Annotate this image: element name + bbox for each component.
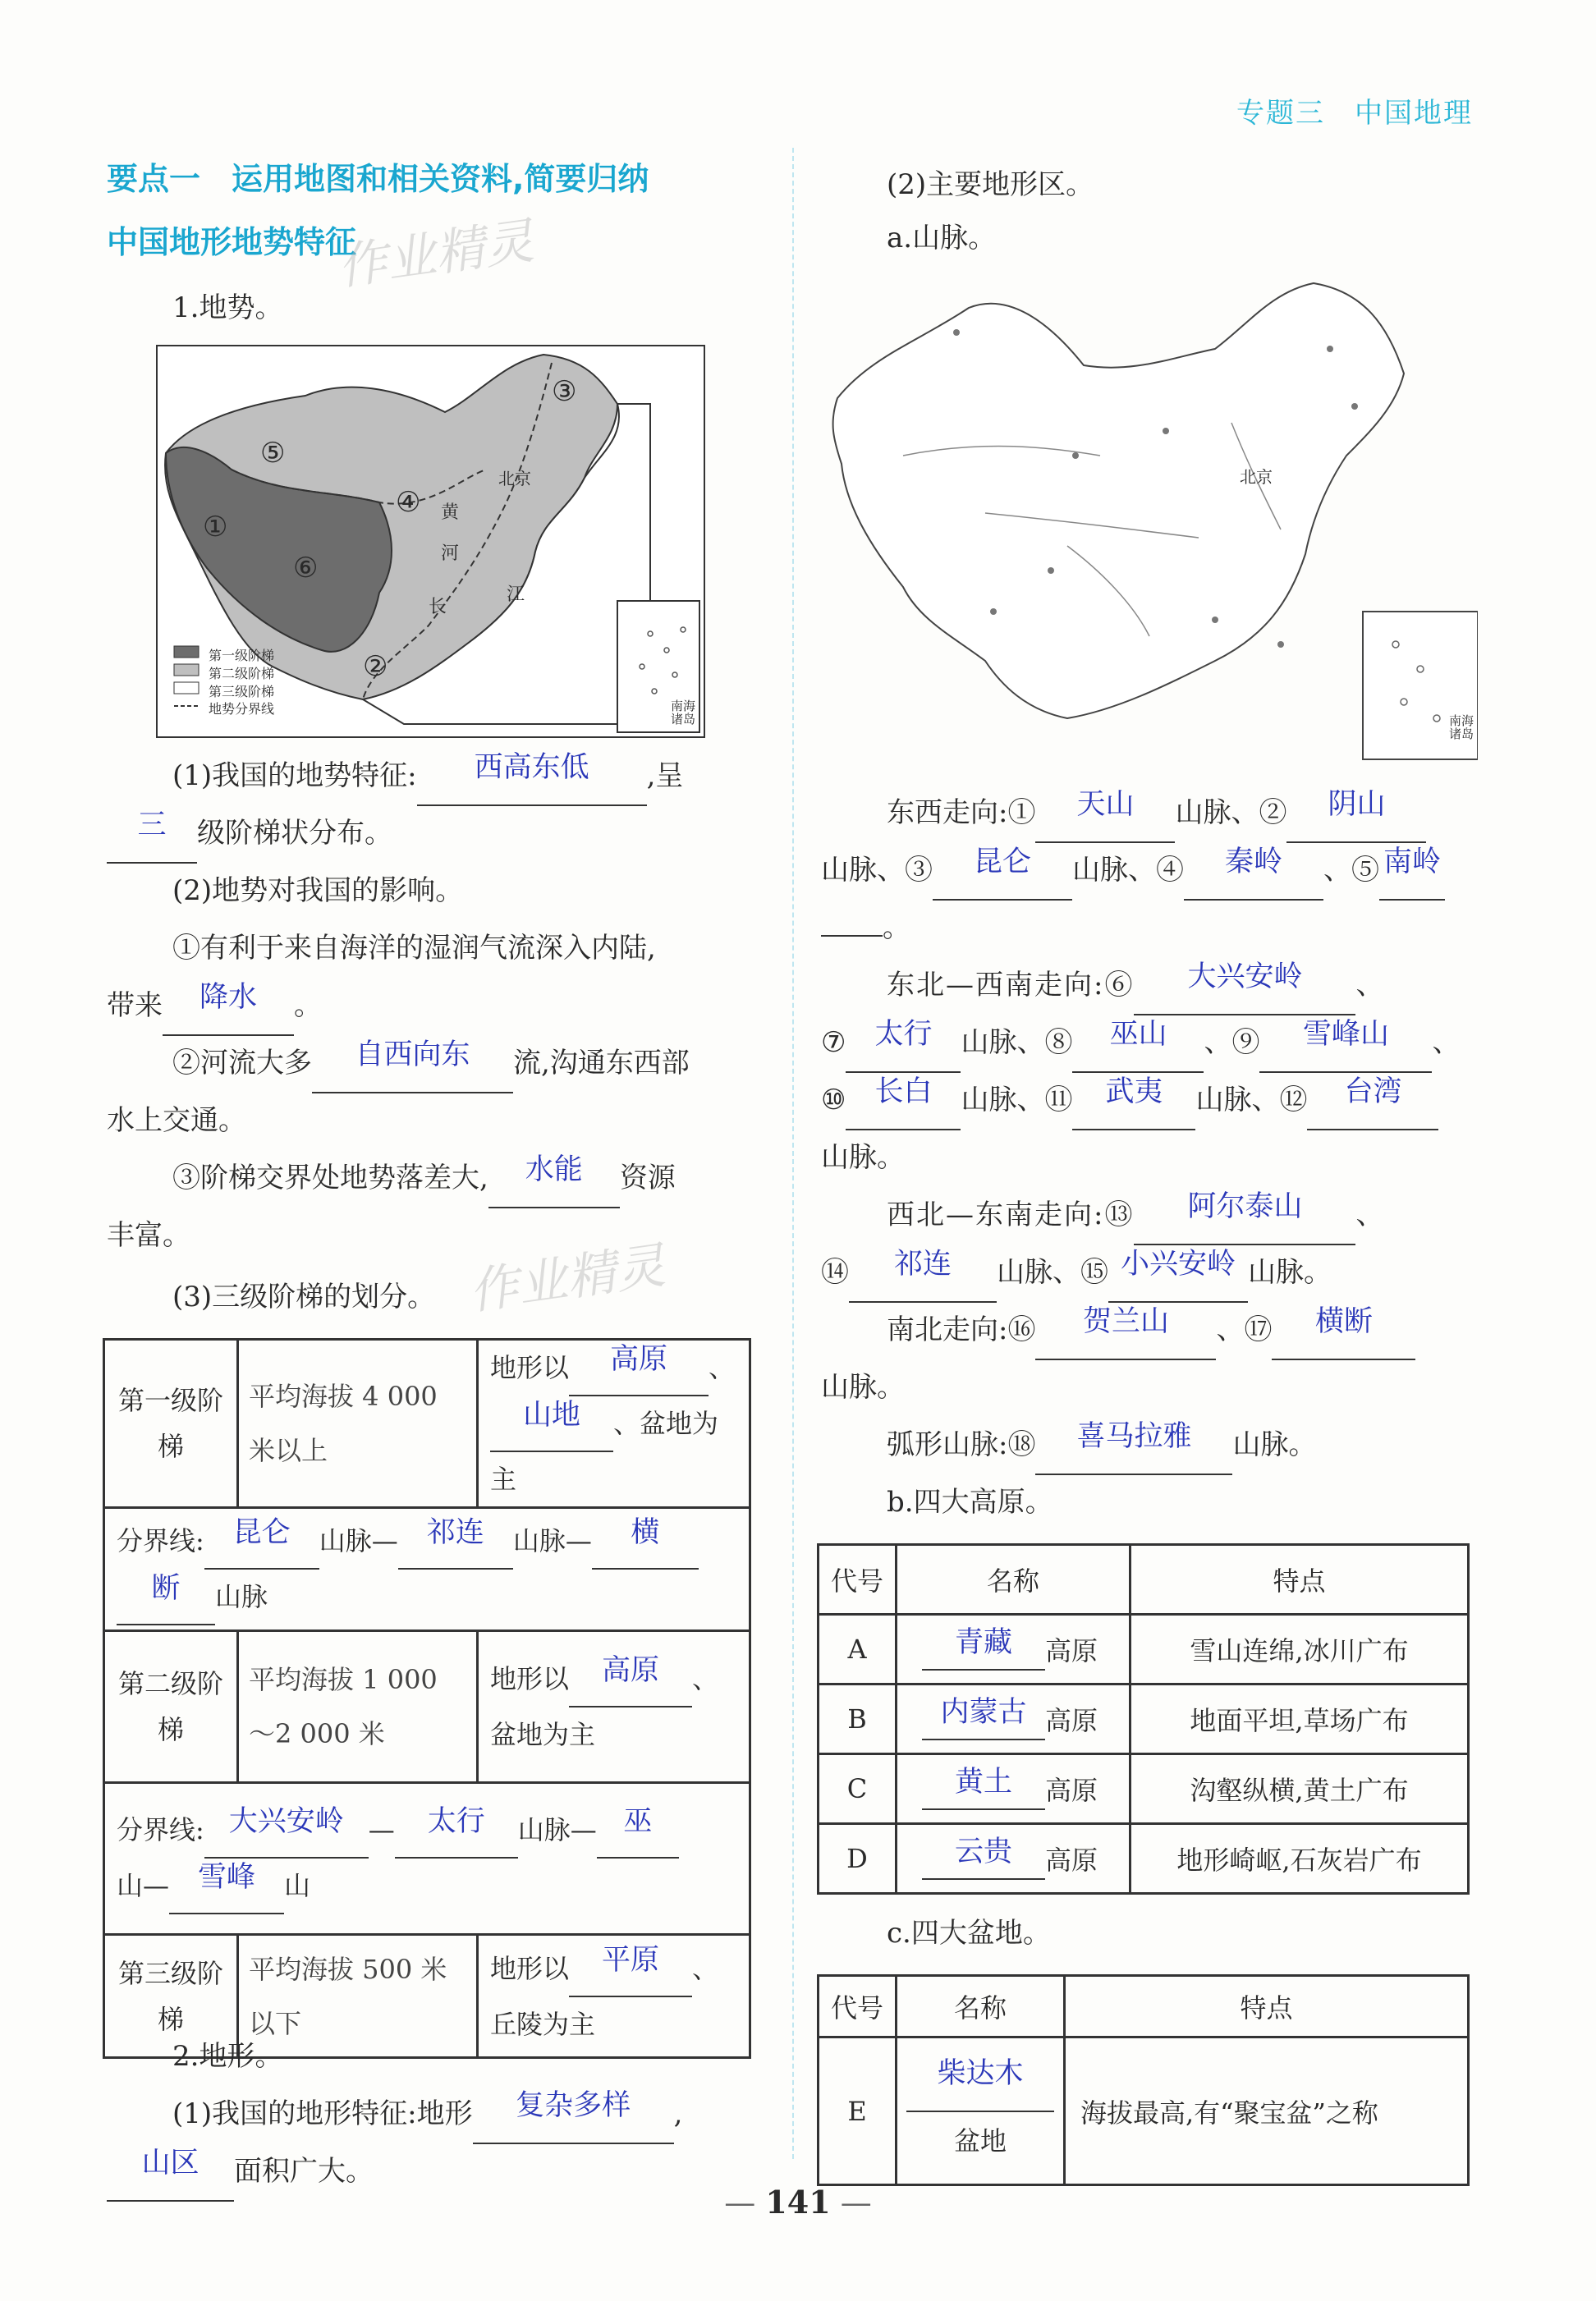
map1-label-2: ② [363,650,388,683]
ne-line4: 山脉。 [821,1141,905,1174]
plateau-name-cell [897,1615,1130,1684]
map1-label-1: ① [203,511,228,543]
ew5-blank[interactable] [1379,841,1445,901]
q2-1-prefix: 带来 [107,989,163,1022]
page-number-value: 141 [765,2184,831,2221]
step3-terrain [478,1935,750,2058]
ew-sep2: 山脉、③ [821,854,933,887]
q2-2-prefix: ②河流大多 [172,1047,312,1079]
q2-2-line1 [172,1034,690,1093]
q2-3-answer: 水能 [525,1153,583,1186]
plateau-suffix: 高原 [1045,1705,1098,1736]
section-basins: c.四大盆地。 [887,1917,1051,1950]
section-landform-regions: (2)主要地形区。 [887,168,1094,201]
ne-sep6: 山脉、⑪ [961,1084,1073,1116]
q3-title: (3)三级阶梯的划分。 [172,1281,436,1313]
landform-answer1: 复杂多样 [516,2089,631,2122]
plateau-code: A [819,1615,897,1684]
plateau-code: D [819,1824,897,1894]
nw-line1 [887,1186,1385,1245]
page-header: 专题三 中国地理 [1236,97,1473,130]
ne9-blank[interactable] [1259,1014,1432,1073]
plateau-code: B [819,1684,897,1754]
landform-q1-prefix: (1)我国的地形特征:地形 [172,2097,473,2130]
q2-3-answer-blank[interactable] [488,1149,620,1208]
section-terrain: 1.地势。 [172,291,283,324]
ns-line1 [887,1301,1415,1360]
plateau-name-blank[interactable] [922,1767,1045,1810]
q1-suffix: 级阶梯状分布。 [197,817,392,850]
boundary2-answer2-blank[interactable] [395,1803,518,1859]
ne-sep4: 、 [1432,1026,1461,1059]
nw-line2 [821,1244,1332,1303]
boundary1-sep1: 山脉— [319,1524,398,1556]
ew2-blank[interactable] [1286,784,1426,843]
q1-answer1: 西高东低 [474,751,589,784]
map1-inset-label: 南海诸岛 [671,699,696,727]
ne-sep2: 山脉、⑧ [961,1026,1073,1059]
basin-header-code: 代号 [819,1976,897,2037]
step2-name: 第二级阶梯 [104,1631,238,1783]
ns17-blank[interactable] [1272,1301,1415,1360]
q2-3-line1 [172,1149,676,1208]
step1-terrain-prefix: 地形以 [490,1352,570,1383]
ne-sep0: 、 [1355,969,1386,1002]
ne12-blank[interactable] [1307,1071,1438,1130]
table-row [819,1615,1469,1684]
step3-altitude: 平均海拔 500 米以下 [238,1935,478,2058]
ne11-blank[interactable] [1072,1071,1195,1130]
plateau-name-cell [897,1824,1130,1894]
nw-sep1: ⑭ [821,1256,849,1289]
legend-boundary: 地势分界线 [209,701,275,717]
plateau-feature: 沟壑纵横,黄土广布 [1130,1754,1469,1824]
table-row [819,2037,1469,2185]
q2-1-line2 [107,977,322,1036]
plateau-suffix: 高原 [1045,1775,1098,1806]
boundary1-answer1-blank[interactable] [204,1514,319,1570]
boundary2-sep3: 山— [117,1870,170,1901]
boundary2-sep1: — [368,1814,395,1845]
q1-line1 [172,747,683,806]
landform-answer1-blank[interactable] [473,2085,674,2144]
step3-terrain-prefix: 地形以 [490,1952,570,1984]
map1-beijing: 北京 [498,469,531,488]
ne-sep5: ⑩ [821,1084,846,1116]
q1-answer2-blank[interactable] [107,804,197,864]
arc18-blank[interactable] [1035,1416,1232,1475]
ne-sep3: 、⑨ [1204,1026,1260,1059]
step1-answer1: 高原 [610,1343,668,1376]
ew2-answer: 阴山 [1328,788,1386,821]
key-point-title-line2: 中国地形地势特征 [107,224,357,260]
boundary1-answer2-blank[interactable] [398,1514,513,1570]
boundary1-answer1: 昆仑 [232,1515,291,1549]
terrain-step-map [156,345,705,738]
step1-sep: 、 [709,1352,736,1383]
ew-prefix: 东西走向:① [887,796,1036,829]
basin-suffix: 盆地 [953,2125,1007,2157]
step2-answer-blank[interactable] [569,1652,692,1707]
map1-label-5: ⑤ [260,437,286,470]
nw13-answer: 阿尔泰山 [1187,1190,1303,1223]
boundary2-answer1: 大兴安岭 [228,1805,344,1838]
step1-name: 第一级阶梯 [104,1340,238,1508]
ne9-answer: 雪峰山 [1302,1018,1389,1051]
ne6-blank[interactable] [1134,956,1355,1015]
plateau-name-cell [897,1684,1130,1754]
ew3-answer: 昆仑 [973,846,1031,878]
key-point-title-line1: 要点一 运用地图和相关资料,简要归纳 [107,161,649,197]
basin-header-feature: 特点 [1065,1976,1469,2037]
nw-prefix: 西北—东南走向:⑬ [887,1199,1135,1231]
q2-3-suffix: 资源 [619,1162,676,1194]
step3-answer-blank[interactable] [569,1941,692,1997]
landform-q1-suffix: 面积广大。 [234,2155,374,2188]
arc-line [887,1416,1316,1475]
boundary2-sep2: 山脉— [517,1814,597,1845]
plateau-name-blank[interactable] [922,1628,1045,1671]
plateau-name: 内蒙古 [940,1696,1027,1729]
step3-terrain-suffix: 、丘陵为主 [490,1952,719,2040]
step3-answer: 平原 [602,1943,660,1977]
nw-sep2: 山脉、⑮ [997,1256,1108,1289]
ne8-blank[interactable] [1072,1014,1204,1073]
plateau-header-name: 名称 [897,1545,1130,1615]
step2-answer: 高原 [602,1654,660,1687]
ne12-answer: 台湾 [1344,1075,1402,1108]
basin-code: E [819,2037,897,2185]
column-divider [792,148,794,2159]
step2-terrain [478,1631,750,1783]
boundary2-answer3: 巫 [623,1805,653,1838]
ne10-blank[interactable] [846,1071,961,1130]
q2-3-line2: 丰富。 [107,1219,190,1252]
plateau-name-blank[interactable] [922,1698,1045,1740]
map2-inset-label: 南海诸岛 [1449,713,1474,741]
legend-step2: 第二级阶梯 [209,666,275,681]
boundary1-answer4-blank[interactable] [117,1570,215,1625]
boundary1-answer4: 断 [151,1571,181,1605]
q2-2-answer: 自西向东 [355,1038,470,1071]
plateau-feature: 地面平坦,草场广布 [1130,1684,1469,1754]
q1-answer1-blank[interactable] [417,747,647,806]
nw13-blank[interactable] [1134,1186,1355,1245]
landform-q1-sep: , [673,2097,683,2130]
step3-name: 第三级阶梯 [104,1935,238,2058]
ew3-blank[interactable] [933,841,1072,901]
ew1-blank[interactable] [1035,784,1175,843]
map1-label-3: ③ [552,375,577,408]
map1-river-chang: 长 [429,597,447,617]
boundary2-answer2: 太行 [427,1805,485,1838]
ew-sep4: 、⑤ [1323,854,1379,887]
legend-step1: 第一级阶梯 [209,648,275,663]
map1-label-4: ④ [396,486,421,519]
step2-altitude: 平均海拔 1 000 ～2 000 米 [238,1631,478,1783]
nw-sep0: 、 [1355,1199,1386,1231]
mountain-map [821,275,1478,768]
plateau-feature: 雪山连绵,冰川广布 [1130,1615,1469,1684]
page-number: — 141 — [724,2184,872,2221]
boundary1-label: 分界线: [117,1524,204,1556]
step1-terrain-suffix: 、盆地为主 [490,1408,719,1495]
plateau-name: 青藏 [954,1626,1012,1659]
ne-sep1: ⑦ [821,1026,846,1059]
boundary1-sep2: 山脉— [512,1524,592,1556]
section-mountains: a.山脉。 [887,222,997,254]
basin-table [817,1974,1470,2186]
boundary2-answer4: 雪峰 [198,1861,256,1894]
plateau-suffix: 高原 [1045,1635,1098,1666]
q2-2-line2: 水上交通。 [107,1104,246,1137]
ne-line2 [821,1014,1460,1073]
boundary1-suffix: 山脉 [215,1580,268,1612]
step1-altitude: 平均海拔 4 000 米以上 [238,1340,478,1508]
watermark: 作业精灵 [333,212,538,297]
plateau-header-code: 代号 [819,1545,897,1615]
plateau-table [817,1543,1470,1895]
ew5-blank-cont [821,935,883,937]
ne-sep7: 山脉、⑫ [1195,1084,1308,1116]
ew1-answer: 天山 [1076,788,1135,821]
ew4-blank[interactable] [1184,841,1323,901]
ne7-answer: 太行 [874,1018,933,1051]
map1-river-huang: 黄 [441,502,460,523]
plateau-name: 黄土 [954,1766,1012,1799]
ew-line3 [821,899,910,956]
boundary2-answer1-blank[interactable] [204,1803,369,1859]
boundary1-answer3: 横 [631,1515,660,1549]
plateau-suffix: 高原 [1045,1845,1098,1876]
ne-prefix: 东北—西南走向:⑥ [887,969,1135,1002]
ns17-answer: 横断 [1314,1305,1373,1338]
legend-step3: 第三级阶梯 [209,684,275,699]
ns-sep: 、⑰ [1216,1313,1273,1346]
ew-sep3: 山脉、④ [1072,854,1184,887]
section-plateaus: b.四大高原。 [887,1486,1053,1519]
ne11-answer: 武夷 [1105,1075,1163,1108]
step1-answer2-blank[interactable] [490,1396,613,1452]
watermark-2: 作业精灵 [465,1236,669,1322]
arc-prefix: 弧形山脉:⑱ [887,1428,1036,1461]
boundary2-answer4-blank[interactable] [169,1859,284,1914]
landform-answer2: 山区 [141,2147,200,2180]
nw15-answer: 小兴安岭 [1120,1248,1236,1281]
q1-mid: ,呈 [646,759,684,792]
plateau-header-feature: 特点 [1130,1545,1469,1615]
table-row [819,1824,1469,1894]
plateau-code: C [819,1754,897,1824]
ew-line2 [821,841,1445,901]
q2-1-answer: 降水 [199,981,257,1014]
map1-label-6: ⑥ [293,552,319,584]
q1-prefix: (1)我国的地势特征: [172,759,417,792]
ne8-answer: 巫山 [1109,1018,1167,1051]
map1-river-jiang: 江 [507,584,525,605]
step1-terrain [478,1340,750,1508]
step1-answer1-blank[interactable] [569,1341,709,1396]
boundary1-answer2: 祁连 [426,1515,484,1549]
map1-river-he: 河 [441,543,460,564]
ne6-answer: 大兴安岭 [1187,960,1303,993]
q2-2-answer-blank[interactable] [312,1034,513,1093]
section-landform: 2.地形。 [172,2040,283,2073]
nw14-answer: 祁连 [893,1248,952,1281]
ew5-answer: 南岭 [1383,846,1441,878]
boundary1-answer3-blank[interactable] [592,1514,699,1570]
basin-feature: 海拔最高,有“聚宝盆”之称 [1065,2037,1469,2185]
q2-1-line1: ①有利于来自海洋的湿润气流深入内陆, [172,932,656,965]
basin-header-name: 名称 [897,1976,1065,2037]
step1-answer2: 山地 [522,1399,580,1432]
plateau-name-cell [897,1754,1130,1824]
boundary2-suffix: 山 [284,1870,311,1901]
ew4-answer: 秦岭 [1224,846,1282,878]
q1-answer2: 三 [137,809,167,841]
boundary2-label: 分界线: [117,1814,204,1845]
ew-sep1: 山脉、② [1175,796,1287,829]
ne7-blank[interactable] [846,1014,961,1073]
plateau-name-blank[interactable] [922,1837,1045,1880]
q2-1-answer-blank[interactable] [163,977,294,1036]
steps-table [103,1338,751,2059]
ns16-blank[interactable] [1035,1301,1216,1360]
q2-3-prefix: ③阶梯交界处地势落差大, [172,1162,488,1194]
basin-name: 柴达木 [937,2056,1024,2090]
table-row [819,1754,1469,1824]
ne-line1 [887,956,1385,1015]
ne-line3 [821,1071,1438,1130]
map2-beijing: 北京 [1240,467,1273,487]
table-row [819,1684,1469,1754]
ew-line1 [887,784,1426,843]
nw14-blank[interactable] [849,1244,997,1303]
ns-line2: 山脉。 [821,1371,905,1404]
basin-name-cell [897,2037,1065,2185]
nw15-blank[interactable] [1108,1244,1248,1303]
step2-terrain-prefix: 地形以 [490,1663,570,1694]
arc-suffix: 山脉。 [1232,1428,1317,1461]
plateau-name: 云贵 [954,1836,1012,1868]
ne10-answer: 长白 [874,1075,933,1108]
q2-1-suffix: 。 [294,989,322,1022]
q2-2-suffix: 流,沟通东西部 [513,1047,690,1079]
plateau-feature: 地形崎岖,石灰岩广布 [1130,1824,1469,1894]
ns16-answer: 贺兰山 [1082,1305,1169,1338]
landform-q1-line1 [172,2085,682,2144]
basin-name-blank[interactable] [906,2053,1054,2112]
q1-line2 [107,804,392,864]
q2-title: (2)地势对我国的影响。 [172,874,464,907]
nw-suffix: 山脉。 [1248,1256,1332,1289]
ew-suffix: 。 [883,911,910,944]
ns-prefix: 南北走向:⑯ [887,1313,1036,1346]
arc18-answer: 喜马拉雅 [1076,1420,1192,1453]
boundary1 [104,1508,750,1631]
boundary2-answer3-blank[interactable] [597,1803,679,1859]
mountain-map-svg [821,275,1478,768]
boundary2 [104,1783,750,1935]
step2-terrain-suffix: 、盆地为主 [490,1663,719,1750]
